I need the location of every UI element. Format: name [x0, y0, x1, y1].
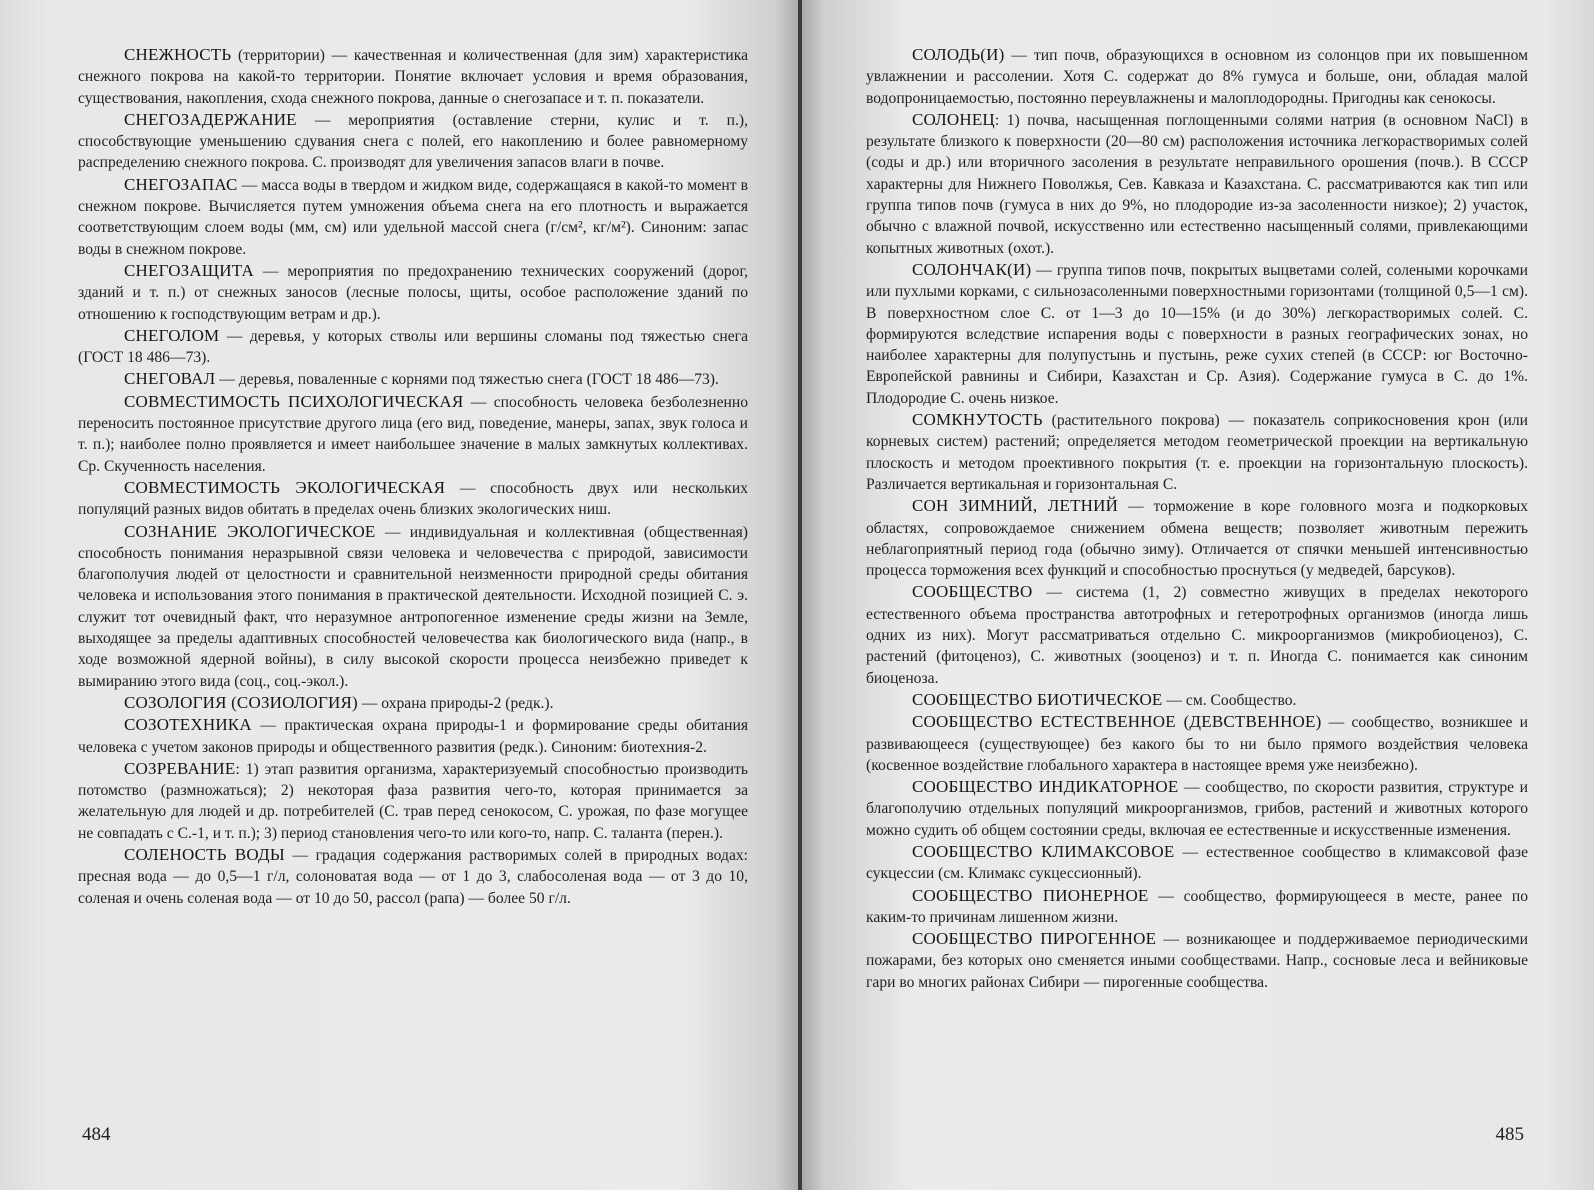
entry-definition: — сообщество, возникшее и развивающееся (существующее) без какого бы то ни было прямого воздействия человека (косвенное воздействие глобального характера в настоящее время уже неизбежно). [866, 714, 1528, 774]
entry-definition: — охрана природы-2 (редк.). [357, 694, 554, 712]
entry-definition: — деревья, у которых стволы или вершины сломаны под тяжестью снега (ГОСТ 18 486—73). [78, 327, 748, 367]
entry-definition: — мероприятия по предохранению технических сооружений (дорог, зданий и т. п.) от снежных заносов (лесные полосы, щиты, особое расположение зданий по отношению к господствующим ветрам и др.). [78, 262, 748, 323]
dictionary-entry [866, 259, 1528, 409]
dictionary-entry [866, 711, 1528, 776]
book-gutter [798, 0, 802, 1190]
dictionary-entry [866, 689, 1528, 711]
entry-headword: СОЛОДЬ(И) [912, 45, 1005, 64]
entry-definition: (растительного покрова) — показатель соприкосновения крон (или корневых систем) растений; определяется методом геометрической проекции на вертикальную плоскость и методом проективного покрытия (т. е. проекции на горизонтальную плоскость). Различается вертикальная и горизонтальная С. [866, 412, 1528, 493]
dictionary-entry [866, 885, 1528, 929]
dictionary-entry [866, 409, 1528, 495]
dictionary-entry [866, 581, 1528, 688]
entry-headword: СООБЩЕСТВО ПИРОГЕННОЕ [912, 929, 1157, 949]
right-entries [866, 44, 1528, 993]
entry-headword: СНЕГОЗАДЕРЖАНИЕ [124, 109, 297, 129]
entry-definition: : 1) этап развития организма, характеризуемый способностью производить потомство (размножаться); 2) некоторая фаза развития чего-то, которая принимается за желательную для людей и др. потребителей (С. трав перед сенокосом, С. урожая, по фазе могущее не совпадать с С.-1, и т. п.); 3) период становления чего-то или кого-то, напр. С. таланта (перен.). [78, 760, 748, 842]
entry-definition: — деревья, поваленные с корнями под тяжестью снега (ГОСТ 18 486—73). [215, 371, 719, 389]
dictionary-entry [866, 44, 1528, 109]
entry-headword: СООБЩЕСТВО ПИОНЕРНОЕ [912, 885, 1149, 905]
dictionary-entry [866, 495, 1528, 581]
page-number: 485 [1495, 1124, 1524, 1145]
entry-definition: — система (1, 2) совместно живущих в пределах некоторого естественного объема пространства автотрофных и гетеротрофных организмов (иногда лишь одних из них). Могут рассматриваться отдельно С. микроорганизмов (микробиоценоз), С. растений (фитоценоз), С. животных (зооценоз) и т. п. Иногда С. понимается как синоним биоценоза. [866, 584, 1528, 687]
dictionary-entry [866, 841, 1528, 885]
left-entries [78, 44, 748, 909]
dictionary-entry [866, 776, 1528, 841]
entry-headword: СОЗРЕВАНИЕ [124, 758, 236, 778]
entry-headword: СООБЩЕСТВО КЛИМАКСОВОЕ [912, 841, 1175, 861]
dictionary-entry [866, 928, 1528, 993]
entry-headword: СОВМЕСТИМОСТЬ ПСИХОЛОГИЧЕСКАЯ [124, 391, 464, 411]
dictionary-entry [78, 44, 748, 109]
entry-headword: СОН ЗИМНИЙ, ЛЕТНИЙ [912, 496, 1119, 516]
dictionary-entry [78, 325, 748, 369]
dictionary-entry [78, 174, 748, 260]
dictionary-entry [78, 521, 748, 692]
entry-definition: — возникающее и поддерживаемое периодическими пожарами, без которых оно сменяется иными сообществами. Напр., сосновые леса и вейниковые гари во многих районах Сибири — пирогенные сообщества. [866, 931, 1528, 991]
entry-headword: СОЛОНЕЦ [912, 109, 995, 129]
dictionary-entry [78, 109, 748, 174]
entry-definition: (территории) — качественная и количественная (для зим) характеристика снежного покрова на какой-то территории. Понятие включает условия и время образования, существования, накопления, схода снежного покрова, данные о снегозапасе и т. п. показатели. [78, 47, 748, 107]
dictionary-entry [78, 477, 748, 521]
entry-definition: — индивидуальная и коллективная (общественная) способность понимания неразрывной связи человека и человечества с природой, зависимости благополучия людей от целостности и сравнительной неизменности природной среды обитания человека и использования этого понимания в практической деятельности. Исходной позицией С. э. служит тот очевидный факт, что неразумное антропогенное изменение среды жизни на Земле, выходящее за пределы адаптивных способностей человечества как биологического вида (напр., в ходе возможной ядерной войны), в силу высокой скорости процесса неизбежно приведет к вымиранию этого вида (соц., соц.-экол.). [78, 523, 748, 690]
entry-headword: СООБЩЕСТВО БИОТИЧЕСКОЕ [912, 689, 1163, 709]
dictionary-entry [78, 692, 748, 714]
entry-definition: — масса воды в твердом и жидком виде, содержащаяся в какой-то момент в снежном покрове. Вычисляется путем умножения объема снега на его плотность и выражается соответствующим слоем воды (мм, см) или удельной массой снега (г/см², кг/м²). Синоним: запас воды в снежном покрове. [78, 176, 748, 258]
entry-headword: СОЗОТЕХНИКА [124, 715, 252, 735]
entry-headword: СНЕГОЗАПАС [124, 174, 238, 194]
entry-definition: — градация содержания растворимых солей в природных водах: пресная вода — до 0,5—1 г/л, солоноватая вода — от 1 до 3, слабосоленая вода — от 3 до 10, соленая и очень соленая вода — от 10 до 50, рассол (рапа) — более 50 г/л. [78, 846, 748, 907]
entry-definition: — тип почв, образующихся в основном из солонцов при их повышенном увлажнении и рассолении. Хотя С. содержат до 8% гумуса и больше, они, обладая малой водопроницаемостью, постоянно переувлажнены и малоплодородны. Пригодны как сенокосы. [866, 47, 1528, 107]
entry-headword: СООБЩЕСТВО ИНДИКАТОРНОЕ [912, 777, 1179, 797]
entry-definition: : 1) почва, насыщенная поглощенными солями натрия (в основном NaCl) в результате близкого к поверхности (20—80 см) расположения источника легкорастворимых солей (соды и др.) или вторичного засоления в результате неправильного орошения (почв.). В СССР характерны для Нижнего Поволжья, Сев. Кавказа и Казахстана. С. рассматриваются как тип или группа типов почв (гумуса в них до 9%, но плодородие из-за засоленности низкое); 2) участок, обычно с влажной почвой, искусственно или естественно насыщенный солями, привлекающими копытных животных (охот.). [866, 111, 1528, 257]
dictionary-entry [78, 758, 748, 844]
entry-headword: СОМКНУТОСТЬ [912, 410, 1043, 430]
entry-definition: — см. Сообщество. [1162, 691, 1297, 709]
entry-definition: — мероприятия (оставление стерни, кулис и т. п.), способствующие уменьшению сдувания снега с полей, его накоплению и более равномерному распределению снежного покрова. С. производят для увеличения запасов влаги в почве. [78, 111, 748, 172]
entry-headword: СНЕЖНОСТЬ [124, 45, 232, 64]
entry-definition: — практическая охрана природы-1 и формирование среды обитания человека с учетом законов природы и общественного развития (редк.). Синоним: биотехния-2. [78, 717, 748, 756]
dictionary-entry [78, 368, 748, 390]
dictionary-entry [78, 714, 748, 758]
entry-definition: — сообщество, по скорости развития, структуре и благополучию отдельных популяций микроорганизмов, грибов, растений и животных которого можно судить об общем состоянии среды, включая ее естественные и искусственные изменения. [866, 779, 1529, 839]
entry-definition: — сообщество, формирующееся в месте, ранее по каким-то причинам лишенном жизни. [866, 887, 1528, 926]
page-number: 484 [82, 1124, 111, 1145]
entry-headword: СОЛЕНОСТЬ ВОДЫ [124, 844, 285, 864]
entry-headword: СОЛОНЧАК(И) [912, 259, 1032, 279]
right-page [800, 0, 1594, 1190]
dictionary-entry [866, 109, 1528, 259]
entry-definition: — группа типов почв, покрытых выцветами солей, солеными корочками или пухлыми корками, с сильнозасоленными поверхностными горизонтами (толщиной 0,5—1 см). В поверхностном слое С. от 1—3 до 10—15% (и до 30%) легкорастворимых солей. С. формируются вследствие испарения воды с поверхности в разных географических зонах, но наиболее характерны для полупустынь и пустынь, реже сухих степей (в СССР: юг Восточно-Европейской равнины и Сибири, Казахстан и Ср. Азия). Содержание гумуса в С. до 1%. Плодородие С. очень низкое. [866, 261, 1528, 407]
entry-definition: — торможение в коре головного мозга и подкорковых областях, сопровождаемое снижением обмена веществ; позволяет животным пережить неблагоприятный период года (обычно зиму). Отличается от спячки меньшей интенсивностью процесса торможения всех функций и способностью проснуться (у медведей, барсуков). [866, 498, 1528, 580]
dictionary-entry [78, 391, 748, 477]
entry-headword: СООБЩЕСТВО [912, 582, 1033, 602]
entry-definition: — способность человека безболезненно переносить постоянное присутствие другого лица (его вид, поведение, манеры, запах, звук голоса и т. п.); наиболее полно проявляется и имеет наибольшее значение в малых замкнутых коллективах. Ср. Скученность населения. [78, 393, 748, 475]
dictionary-entry [78, 260, 748, 325]
entry-headword: СОВМЕСТИМОСТЬ ЭКОЛОГИЧЕСКАЯ [124, 477, 446, 497]
entry-headword: СНЕГОЛОМ [124, 325, 220, 345]
entry-headword: СОЗОЛОГИЯ (СОЗИОЛОГИЯ) [124, 692, 358, 712]
entry-headword: СОЗНАНИЕ ЭКОЛОГИЧЕСКОЕ [124, 521, 376, 541]
dictionary-entry [78, 844, 748, 909]
entry-definition: — естественное сообщество в климаксовой фазе сукцессии (см. Климакс сукцессионный). [866, 843, 1528, 883]
entry-headword: СНЕГОВАЛ [124, 369, 216, 389]
entry-headword: СНЕГОЗАЩИТА [124, 260, 254, 280]
entry-definition: — способность двух или нескольких популяций разных видов обитать в пределах очень близких экологических ниш. [78, 479, 748, 519]
entry-headword: СООБЩЕСТВО ЕСТЕСТВЕННОЕ (ДЕВСТВЕННОЕ) [912, 712, 1322, 732]
